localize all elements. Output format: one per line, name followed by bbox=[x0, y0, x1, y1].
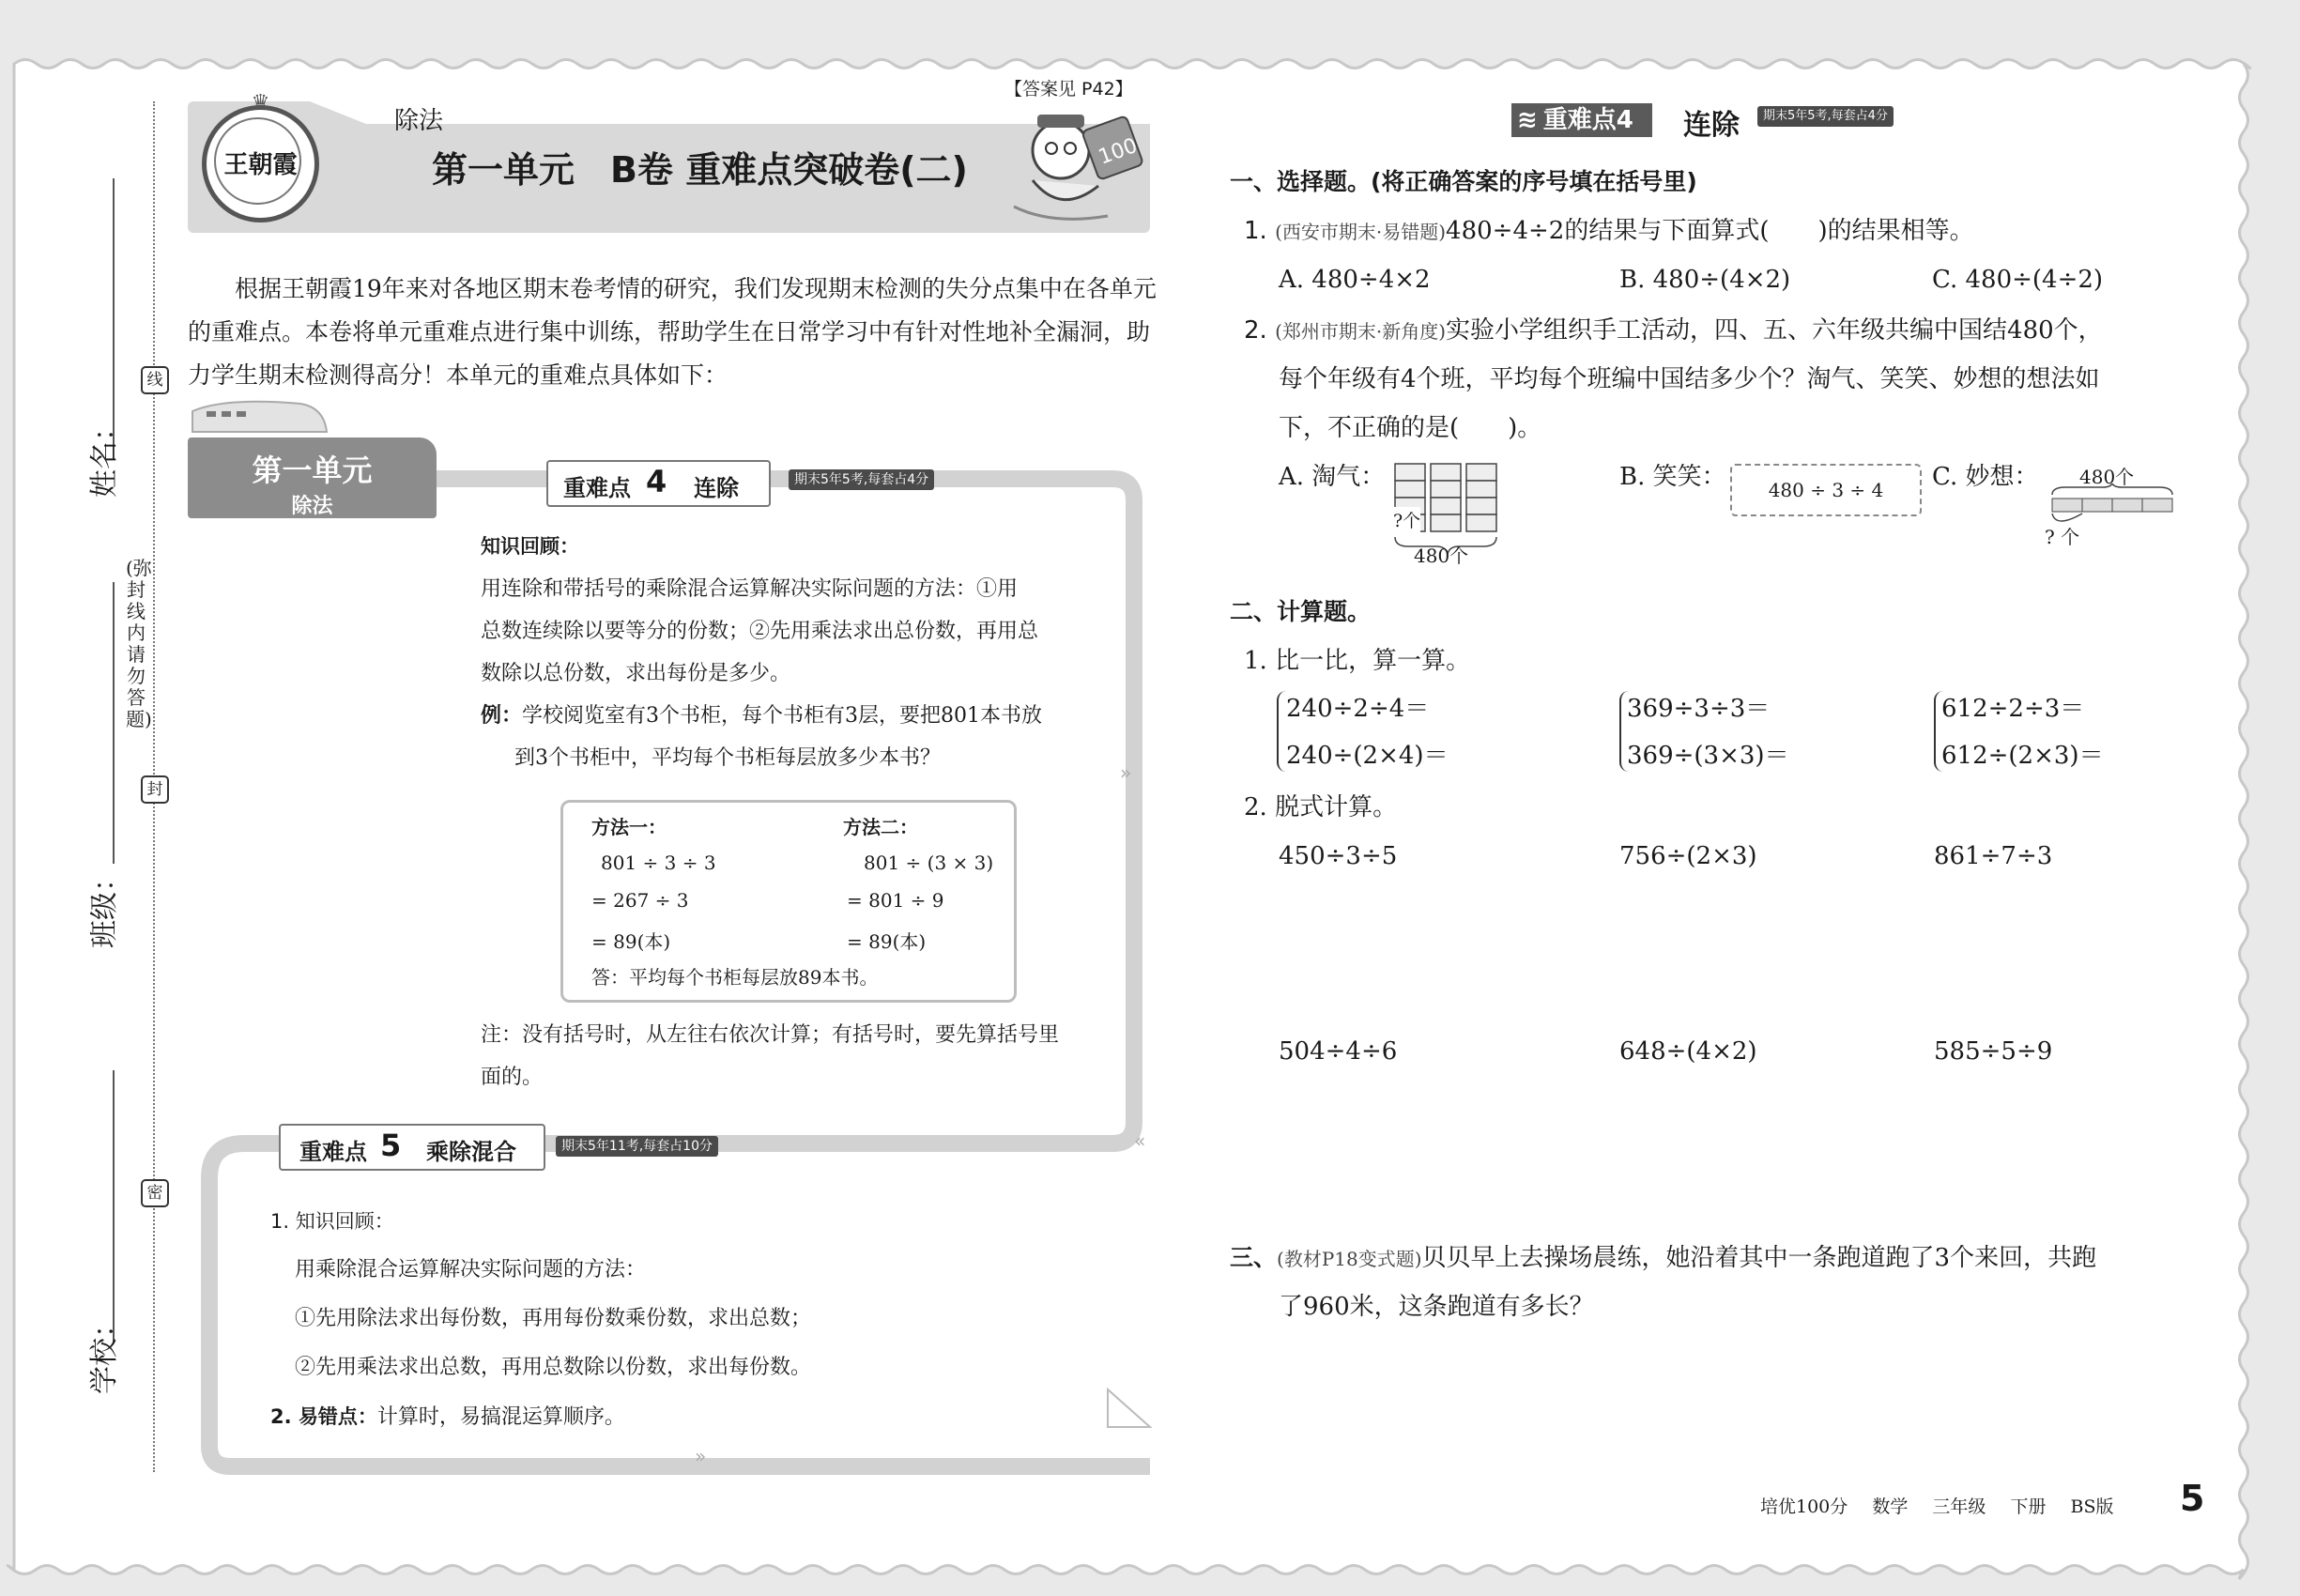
kp4-note bbox=[481, 1014, 1119, 1098]
method2-title: 方法二： bbox=[843, 816, 918, 838]
kp5-header bbox=[279, 1124, 545, 1171]
methods-box bbox=[560, 800, 1017, 1003]
class-label: 班级： bbox=[88, 864, 121, 948]
kp5-line-3: ②先用乘法求出总数，再用总数除以份数，求出每份数。 bbox=[295, 1356, 812, 1379]
q1-num: 1. bbox=[1244, 217, 1267, 245]
q1-text: 480÷4÷2的结果与下面算式( )的结果相等。 bbox=[1446, 217, 1974, 245]
compare-2b: 369÷(3×3)＝ bbox=[1627, 742, 1789, 770]
kp4-review-line-2: 总数连续除以要等分的份数；②先用乘法求出总份数，再用总 bbox=[481, 620, 1039, 643]
kp4-review-line-1: 用连除和带括号的乘除混合运算解决实际问题的方法：①用 bbox=[481, 577, 1019, 601]
q2-a-total: 480个 bbox=[1414, 545, 1469, 567]
q1-option-b[interactable]: B. 480÷(4×2) bbox=[1619, 266, 1791, 294]
compare-1a: 240÷2÷4＝ bbox=[1286, 695, 1430, 723]
q2-a-question: ?个 bbox=[1393, 507, 1420, 532]
section2-title: 二、计算题。 bbox=[1230, 598, 1372, 625]
q2-source: (郑州市期末·新角度) bbox=[1275, 320, 1447, 343]
compare-3a: 612÷2÷3＝ bbox=[1941, 695, 2085, 723]
section1-title: 一、选择题。(将正确答案的序号填在括号里) bbox=[1230, 168, 1697, 195]
calc-expr-6: 585÷5÷9 bbox=[1934, 1037, 2053, 1066]
calc-expr-1: 450÷3÷5 bbox=[1279, 842, 1398, 870]
kp4-example-line-2: 到3个书柜中，平均每个书柜每层放多少本书？ bbox=[514, 746, 941, 770]
intro-line-1: 根据王朝霞19年来对各地区期末卷考情的研究，我们发现期末检测的失分点集中在各单元 bbox=[235, 275, 1157, 302]
grid-cell bbox=[1431, 498, 1461, 514]
right-kp-name: 连除 bbox=[1683, 109, 1740, 142]
kp5-tag: 期末5年11考,每套占10分 bbox=[556, 1136, 718, 1157]
line-char: 线 bbox=[141, 366, 169, 394]
q2-line-3: 下，不正确的是( )。 bbox=[1279, 414, 1542, 442]
kp5-body bbox=[270, 1197, 1096, 1442]
q1 bbox=[1244, 207, 1974, 256]
svg-text:«: « bbox=[1134, 1129, 1146, 1152]
kp4-label: 重难点 bbox=[563, 475, 631, 501]
subject-label: 除法 bbox=[394, 107, 444, 135]
seal-char: 封 bbox=[141, 775, 169, 804]
kp5-line-1: 用乘除混合运算解决实际问题的方法： bbox=[295, 1258, 647, 1281]
calc-expr-2: 756÷(2×3) bbox=[1619, 842, 1757, 870]
footer-volume: 下册 bbox=[2010, 1496, 2047, 1517]
right-kp-badge bbox=[1511, 103, 1652, 137]
svg-text:100: 100 bbox=[1095, 133, 1141, 170]
q1-source: (西安市期末·易错题) bbox=[1275, 221, 1447, 243]
calc-expr-4: 504÷4÷6 bbox=[1279, 1037, 1398, 1066]
method-answer: 答：平均每个书柜每层放89本书。 bbox=[591, 966, 879, 989]
compare-1b: 240÷(2×4)＝ bbox=[1286, 742, 1449, 770]
q2-c-bar-diagram bbox=[2047, 483, 2178, 526]
section3-source: (教材P18变式题) bbox=[1277, 1248, 1422, 1270]
footer-info bbox=[1760, 1493, 2113, 1518]
intro-line-2: 的重难点。本卷将单元重难点进行集中训练，帮助学生在日常学习中有针对性地补全漏洞，助 bbox=[188, 318, 1151, 345]
q1-option-a[interactable]: A. 480÷4×2 bbox=[1279, 266, 1431, 294]
footer-subject: 数学 bbox=[1872, 1496, 1909, 1517]
q2-option-c[interactable]: C. 妙想： bbox=[1932, 463, 2039, 491]
footer-edition: BS版 bbox=[2070, 1496, 2114, 1517]
grid-cell bbox=[1466, 481, 1496, 498]
right-kp-label: 重难点4 bbox=[1542, 106, 1633, 134]
kp5-item2-text: 计算时，易搞混运算顺序。 bbox=[376, 1405, 625, 1429]
grid-cell bbox=[1395, 464, 1425, 481]
q2-c-total: 480个 bbox=[2079, 466, 2135, 488]
unit-box-title: 第一单元 bbox=[252, 453, 373, 488]
grid-cell bbox=[1466, 514, 1496, 531]
method1-line-1: 801 ÷ 3 ÷ 3 bbox=[601, 852, 716, 874]
kp4-example-line-1: 学校阅览室有3个书柜，每个书柜有3层，要把801本书放 bbox=[522, 704, 1043, 728]
method2-line-1: 801 ÷ (3 × 3) bbox=[864, 852, 994, 874]
right-kp-tag: 期末5年5考,每套占4分 bbox=[1757, 106, 1894, 127]
method1-line-2: = 267 ÷ 3 bbox=[591, 889, 689, 912]
method1-title: 方法一： bbox=[591, 816, 667, 838]
seal-note: (弥封线内请勿答题) bbox=[126, 557, 152, 730]
kp5-line-2: ①先用除法求出每份数，再用每份数乘份数，求出总数； bbox=[295, 1307, 812, 1330]
calc2-title: 2. 脱式计算。 bbox=[1244, 793, 1398, 821]
svg-text:»: » bbox=[695, 1445, 707, 1467]
q1-option-c[interactable]: C. 480÷(4÷2) bbox=[1932, 266, 2104, 294]
calc-expr-3: 861÷7÷3 bbox=[1934, 842, 2053, 870]
kp4-note-line-2: 面的。 bbox=[481, 1066, 544, 1089]
q2-c-question: ? 个 bbox=[2045, 526, 2080, 548]
kp4-name: 连除 bbox=[694, 475, 739, 501]
kp5-label: 重难点 bbox=[299, 1139, 367, 1165]
secret-char: 密 bbox=[141, 1179, 169, 1207]
compare-3b: 612÷(2×3)＝ bbox=[1941, 742, 2104, 770]
kp5-num: 5 bbox=[380, 1128, 402, 1163]
svg-text:»: » bbox=[1120, 761, 1132, 784]
q2-b-expr: 480 ÷ 3 ÷ 4 bbox=[1768, 479, 1884, 501]
kp5-item1: 1. 知识回顾： bbox=[270, 1210, 394, 1233]
logo-text: 王朝霞 bbox=[223, 151, 298, 179]
q2-line-2: 每个年级有4个班，平均每个班编中国结多少个？淘气、笑笑、妙想的想法如 bbox=[1279, 365, 2100, 393]
grid-cell bbox=[1431, 464, 1461, 481]
kp4-header bbox=[546, 460, 771, 507]
wave-icon: ≋ bbox=[1517, 106, 1538, 134]
grid-cell bbox=[1431, 481, 1461, 498]
kp4-tag: 期末5年5考,每套占4分 bbox=[789, 469, 934, 490]
section3-prefix: 三、 bbox=[1230, 1244, 1278, 1271]
page-number: 5 bbox=[2180, 1478, 2205, 1519]
name-label: 姓名： bbox=[88, 413, 121, 498]
crown-icon: ♛ bbox=[251, 91, 270, 115]
method2-line-2: = 801 ÷ 9 bbox=[847, 889, 944, 912]
grid-cell bbox=[1466, 498, 1496, 514]
kp4-body bbox=[481, 526, 1119, 779]
kp4-review-title: 知识回顾： bbox=[481, 535, 579, 558]
section3-line-2: 了960米，这条跑道有多长？ bbox=[1279, 1293, 1594, 1321]
compare-2a: 369÷3÷3＝ bbox=[1627, 695, 1771, 723]
section3-line-1: 三、(教材P18变式题)贝贝早上去操场晨练，她沿着其中一条跑道跑了3个来回，共跑 bbox=[1230, 1244, 2097, 1272]
calc1-title: 1. 比一比，算一算。 bbox=[1244, 647, 1471, 675]
grid-cell bbox=[1431, 514, 1461, 531]
answer-ref: 【答案见 P42】 bbox=[1004, 79, 1133, 100]
kp4-review-line-3: 数除以总份数，求出每份是多少。 bbox=[481, 662, 791, 685]
q2-line-1: 2. (郑州市期末·新角度)实验小学组织手工活动，四、五、六年级共编中国结480个， bbox=[1244, 316, 2103, 345]
q2-option-a[interactable]: A. 淘气： bbox=[1279, 463, 1386, 491]
q2-b-expr-box bbox=[1730, 464, 1922, 516]
footer-book: 培优100分 bbox=[1760, 1496, 1848, 1517]
kp4-note-line-1: 注：没有括号时，从左往右依次计算；有括号时，要先算括号里 bbox=[481, 1023, 1060, 1047]
method2-line-3: = 89(本) bbox=[847, 930, 927, 953]
school-label: 学校： bbox=[88, 1310, 121, 1394]
q2-option-b[interactable]: B. 笑笑： bbox=[1619, 463, 1726, 491]
intro-line-3: 力学生期末检测得高分！本单元的重难点具体如下： bbox=[188, 361, 728, 389]
kp5-item2-label: 2. 易错点： bbox=[270, 1405, 377, 1428]
footer-grade: 三年级 bbox=[1932, 1496, 1986, 1517]
q2-num: 2. bbox=[1244, 316, 1267, 345]
grid-cell bbox=[1466, 464, 1496, 481]
calc-expr-5: 648÷(4×2) bbox=[1619, 1037, 1757, 1066]
kp4-example-label: 例： bbox=[481, 704, 523, 728]
grid-cell bbox=[1395, 481, 1425, 498]
page-title: 第一单元 B卷 重难点突破卷(二) bbox=[432, 149, 968, 191]
method1-line-3: = 89(本) bbox=[591, 930, 671, 953]
unit-box-subtitle: 除法 bbox=[291, 495, 333, 518]
kp5-name: 乘除混合 bbox=[426, 1139, 516, 1165]
kp4-num: 4 bbox=[646, 464, 667, 499]
